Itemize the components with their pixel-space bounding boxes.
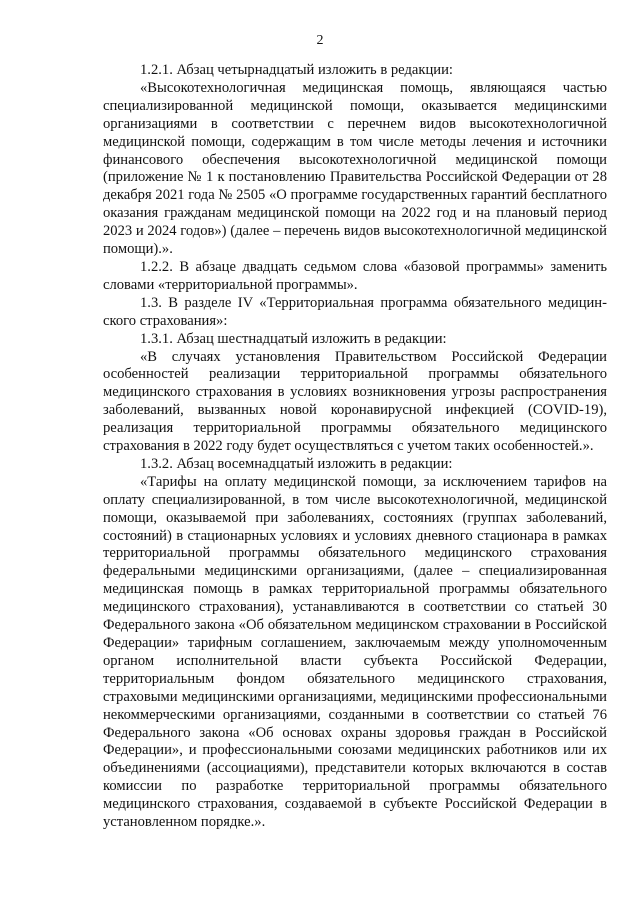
paragraph-1-3-heading: 1.3. В разделе IV «Территориальная программа обязательного медицинского страхования»: [103, 294, 607, 329]
paragraph-1-2-2: 1.2.2. В абзаце двадцать седьмом слова «базовой программы» заменить словами «территориальной программы». [103, 258, 607, 293]
paragraph-tariffs-text: «Тарифы на оплату медицинской помощи, за исключением тарифов на оплату специализированной, в том числе высокотехнологичной, медицинской помощи, оказываемой при заболеваниях, состояниях (группах заболеваний, состояний) в стационарных условиях и условиях дневного стационара в рамках территориальной программы обязательного медицинского страхования федеральными медицинскими организациями, (далее – специализированная медицинская помощь в рамках территориальной программы обязательного медицинского страхования), устанавливаются в соответствии со статьей 30 Федерального закона «Об обязательном медицинском страховании в Российской Федерации» тарифным соглашением, заключаемым между уполномоченным органом исполнительной власти субъекта Российской Федерации, территориальным фондом обязательного медицинского страхования, страховыми медицинскими организациями, медицинскими профессиональными некоммерческими организациями, созданными в соответствии со статьей 76 Федерального закона «Об основах охраны здоровья граждан в Российской Федерации», и профессиональными союзами медицинских работников или их объединениями (ассоциациями), представители которых включаются в состав комиссии по разработке территориальной программы обязательного медицинского страхования, создаваемой в субъекте Российской Федерации в установленном порядке.». [103, 473, 607, 831]
page-number: 2 [316, 33, 324, 48]
paragraph-1-2-1-heading: 1.2.1. Абзац четырнадцатый изложить в редакции: [140, 62, 453, 78]
paragraph-1-3-1-heading: 1.3.1. Абзац шестнадцатый изложить в редакции: [140, 330, 447, 347]
paragraph-hightech-care-text: «Высокотехнологичная медицинская помощь, являющаяся частью специализированной медицинской помощи, оказывается медицинскими организациями в соответствии с перечнем видов высокотехнологичной медицинской помощи, содержащим в том числе методы лечения и источники финансового обеспечения высокотехнологичной медицинской помощи (приложение № 1 к постановлению Правительства Российской Федерации от 28 декабря 2021 года № 2505 «О программе государственных гарантий бесплатного оказания гражданам медицинской помощи на 2022 год и на плановый период 2023 и 2024 годов») (далее – перечень видов высокотехнологичной медицинской помощи).». [103, 79, 607, 258]
paragraph-covid-text: «В случаях установления Правительством Российской Федерации особенностей реализации территориальной программы обязательного медицинского страхования в условиях возникновения угрозы распространения заболеваний, вызванных новой коронавирусной инфекцией (COVID-19), реализация территориальной программы обязательного медицинского страхования в 2022 году будет осуществляться с учетом таких особенностей.». [103, 348, 607, 455]
paragraph-1-3-2-heading: 1.3.2. Абзац восемнадцатый изложить в редакции: [140, 455, 453, 472]
document-body [103, 62, 607, 832]
